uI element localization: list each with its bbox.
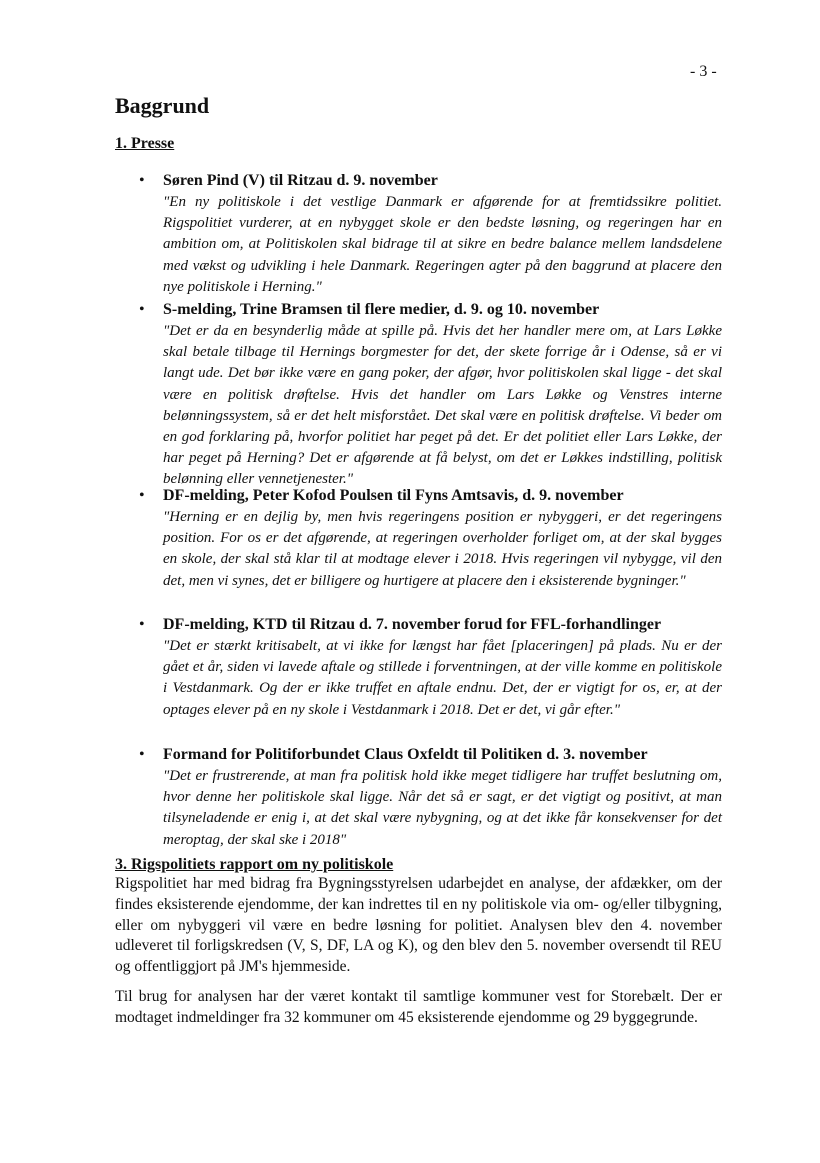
entry-heading: DF-melding, KTD til Ritzau d. 7. november forud for FFL-forhandlinger — [163, 616, 662, 633]
press-entry — [127, 614, 722, 721]
entry-heading: S-melding, Trine Bramsen til flere medier, d. 9. og 10. november — [163, 301, 600, 318]
entry-heading: DF-melding, Peter Kofod Poulsen til Fyns Amtsavis, d. 9. november — [163, 487, 624, 504]
page-title: Baggrund — [115, 93, 210, 118]
body-paragraph: Rigspolitiet har med bidrag fra Bygningsstyrelsen udarbejdet en analyse, der afdækker, om der findes eksisterende ejendomme, der kan indrettes til en ny politiskole via om- og/eller tilbygning, eller om nybyggeri vil være en bedre løsning for politiet. Analysen blev den 4. november udleveret til forligskredsen (V, S, DF, LA og K), og den blev den 5. november oversendt til REU og offentliggjort på JM's hjemmeside. — [115, 875, 722, 976]
entry-heading: Søren Pind (V) til Ritzau d. 9. november — [163, 172, 438, 189]
page-number: - 3 - — [690, 63, 717, 80]
press-entry — [127, 485, 722, 592]
press-entry — [127, 744, 722, 851]
bullet-icon: • — [139, 301, 145, 318]
press-entry — [127, 299, 722, 491]
press-entry — [127, 170, 722, 298]
bullet-icon: • — [139, 746, 145, 763]
body-paragraph: Til brug for analysen har der været kontakt til samtlige kommuner vest for Storebælt. Der er modtaget indmeldinger fra 32 kommuner om 45 eksisterende ejendomme og 29 byggegrunde. — [115, 988, 722, 1026]
entry-quote: "En ny politiskole i det vestlige Danmark er afgørende for at fremtidssikre politiet. Rigspolitiet vurderer, at en nybygget skole er den bedste løsning, og regeringen har en ambition om, at Politiskolen skal bidrage til at sikre en bedre balance mellem landsdelene med vækst og udvikling i hele Danmark. Regeringen agter på den baggrund at placere den nye politiskole i Herning." — [163, 194, 722, 295]
bullet-icon: • — [139, 487, 145, 504]
entry-quote: "Det er da en besynderlig måde at spille på. Hvis det her handler mere om, at Lars Løkke skal betale tilbage til Hernings borgmester for det, der skete forrige år i Odense, så er vi langt ude. Det bør ikke være en gang poker, der afgør, hvor politiskolen skal ligge - det skal være en politisk drøftelse. Hvis det handler om Lars Løkke og Venstres interne belønningssystem, så er det helt misforstået. Det skal være en politisk drøftelse. Vi beder om en god forklaring på, hvorfor politiet har peget på det. Er det politiet eller Lars Løkke, der har peget på Herning? Det er afgørende at få belyst, om det er Løkkes indstilling, politisk belønning eller vennetjenester." — [163, 323, 722, 488]
entry-quote: "Herning er en dejlig by, men hvis regeringens position er nybyggeri, er det regeringens position. For os er det afgørende, at regeringen overholder forliget om, at der skal bygges en skole, der skal stå klar til at modtage elever i 2018. Hvis regeringen vil nybygge, vil den det, men vi synes, det er billigere og hurtigere at placere den i eksisterende bygninger." — [163, 509, 722, 589]
section-heading-presse: 1. Presse — [115, 135, 175, 152]
entry-heading: Formand for Politiforbundet Claus Oxfeldt til Politiken d. 3. november — [163, 746, 648, 763]
bullet-icon: • — [139, 172, 145, 189]
entry-quote: "Det er stærkt kritisabelt, at vi ikke for længst har fået [placeringen] på plads. Nu er der gået et år, siden vi lavede aftale og stillede i forventningen, at der ville komme en politiskole i Vestdanmark. Og der er ikke truffet en aftale endnu. Det, der er vigtigt for os, er, at der optages elever på en ny skole i Vestdanmark i 2018. Det er det, vi går efter." — [163, 638, 722, 718]
entry-quote: "Det er frustrerende, at man fra politisk hold ikke meget tidligere har truffet beslutning om, hvor denne her politiskole skal ligge. Når det så er sagt, er det vigtigt og positivt, at man tilsyneladende er enig i, at det skal være nybygning, og at det ikke får konsekvenser for det meroptag, der skal ske i 2018" — [163, 768, 722, 848]
section-heading-rapport: 3. Rigspolitiets rapport om ny politiskole — [115, 856, 394, 873]
bullet-icon: • — [139, 616, 145, 633]
